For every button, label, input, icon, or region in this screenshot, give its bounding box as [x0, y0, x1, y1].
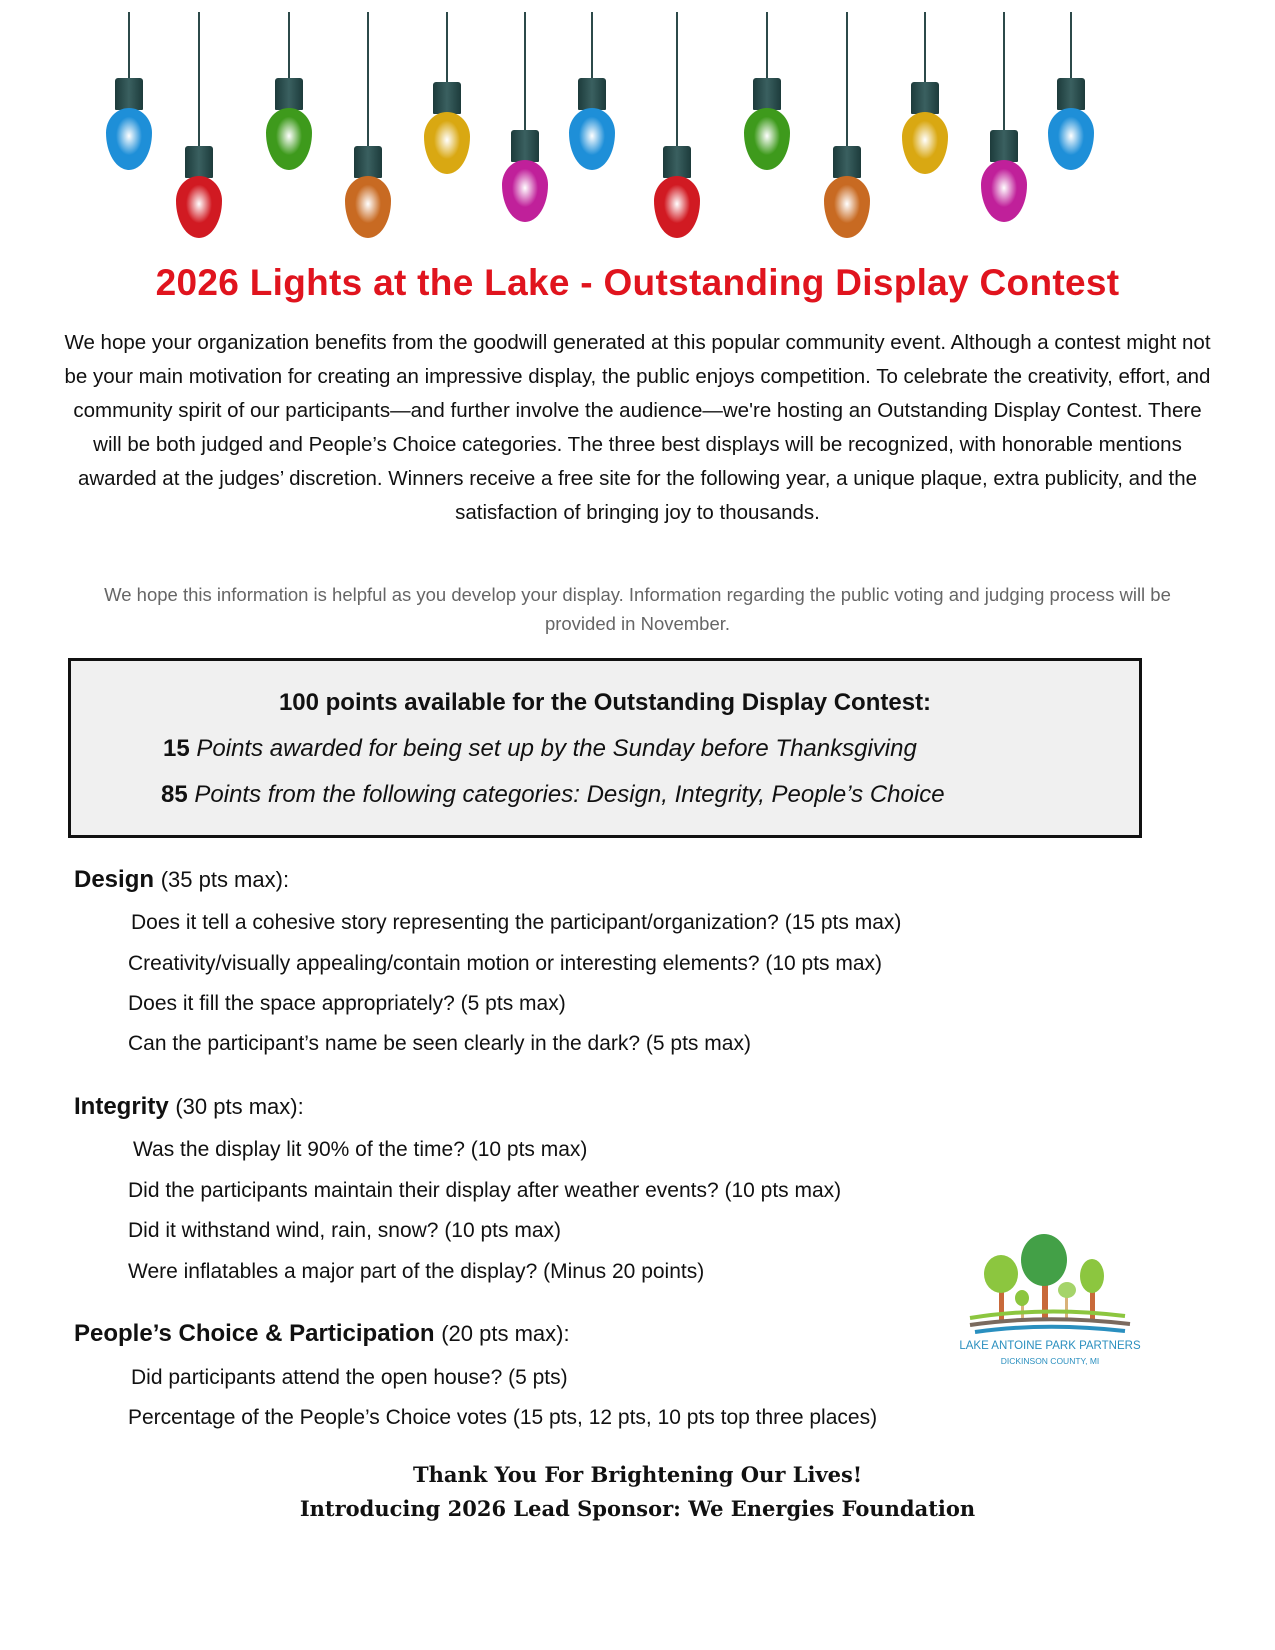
page-title: 2026 Lights at the Lake - Outstanding Display Contest [155, 262, 1120, 303]
setup-points-text: Points awarded for being set up by the Sunday before Thanksgiving [196, 735, 917, 762]
logo-location: DICKINSON COUNTY, MI [1000, 1356, 1100, 1366]
park-partners-logo [955, 1232, 1145, 1372]
section-design-heading: Design (35 pts max): [74, 866, 290, 893]
section-peoples-choice-heading: People’s Choice & Participation (20 pts max): [74, 1320, 570, 1347]
category-points-text: Points from the following categories: Design, Integrity, People’s Choice [194, 781, 945, 808]
trees-logo-icon [955, 1232, 1145, 1337]
criteria-item: Does it tell a cohesive story representing the participant/organization? (15 pts max) [131, 911, 902, 934]
criteria-item: Were inflatables a major part of the display? (Minus 20 points) [128, 1260, 705, 1283]
criteria-item: Did participants attend the open house? (5 pts) [131, 1366, 568, 1389]
setup-points-value: 15 [163, 735, 190, 762]
criteria-item: Was the display lit 90% of the time? (10 pts max) [133, 1138, 588, 1161]
sponsor-line: Introducing 2026 Lead Sponsor: We Energies Foundation [299, 1496, 976, 1521]
logo-name: LAKE ANTOINE PARK PARTNERS [959, 1340, 1141, 1352]
criteria-item: Percentage of the People’s Choice votes (15 pts, 12 pts, 10 pts top three places) [128, 1406, 878, 1429]
closing-message [0, 1458, 1275, 1526]
criteria-item: Does it fill the space appropriately? (5 pts max) [128, 992, 566, 1015]
criteria-item: Can the participant’s name be seen clearly in the dark? (5 pts max) [128, 1032, 751, 1055]
thank-you-line: Thank You For Brightening Our Lives! [412, 1462, 863, 1487]
category-points-line [161, 781, 945, 809]
category-points-value: 85 [161, 781, 188, 808]
section-integrity-heading: Integrity (30 pts max): [74, 1093, 304, 1120]
criteria-item: Did the participants maintain their display after weather events? (10 pts max) [128, 1179, 842, 1202]
points-heading: 100 points available for the Outstanding Display Contest: [278, 689, 932, 716]
points-summary-box [68, 658, 1142, 838]
info-note: We hope this information is helpful as you develop your display. Information regarding the public voting and judging process will be provided in November. [104, 584, 1171, 634]
intro-paragraph: We hope your organization benefits from the goodwill generated at this popular community event. Although a contest might not be your main motivation for creating an impressive display, the public enjoys competition. To celebrate the creativity, effort, and community spirit of our participants—and further involve the audience—we're hosting an Outstanding Display Contest. There will be both judged and People’s Choice categories. The three best displays will be recognized, with honorable mentions awarded at the judges’ discretion. Winners receive a free site for the following year, a unique plaque, extra publicity, and the satisfaction of bringing joy to thousands. [64, 331, 1211, 524]
setup-points-line [163, 735, 917, 763]
criteria-item: Did it withstand wind, rain, snow? (10 pts max) [128, 1219, 562, 1242]
criteria-item: Creativity/visually appealing/contain motion or interesting elements? (10 pts max) [128, 952, 883, 975]
